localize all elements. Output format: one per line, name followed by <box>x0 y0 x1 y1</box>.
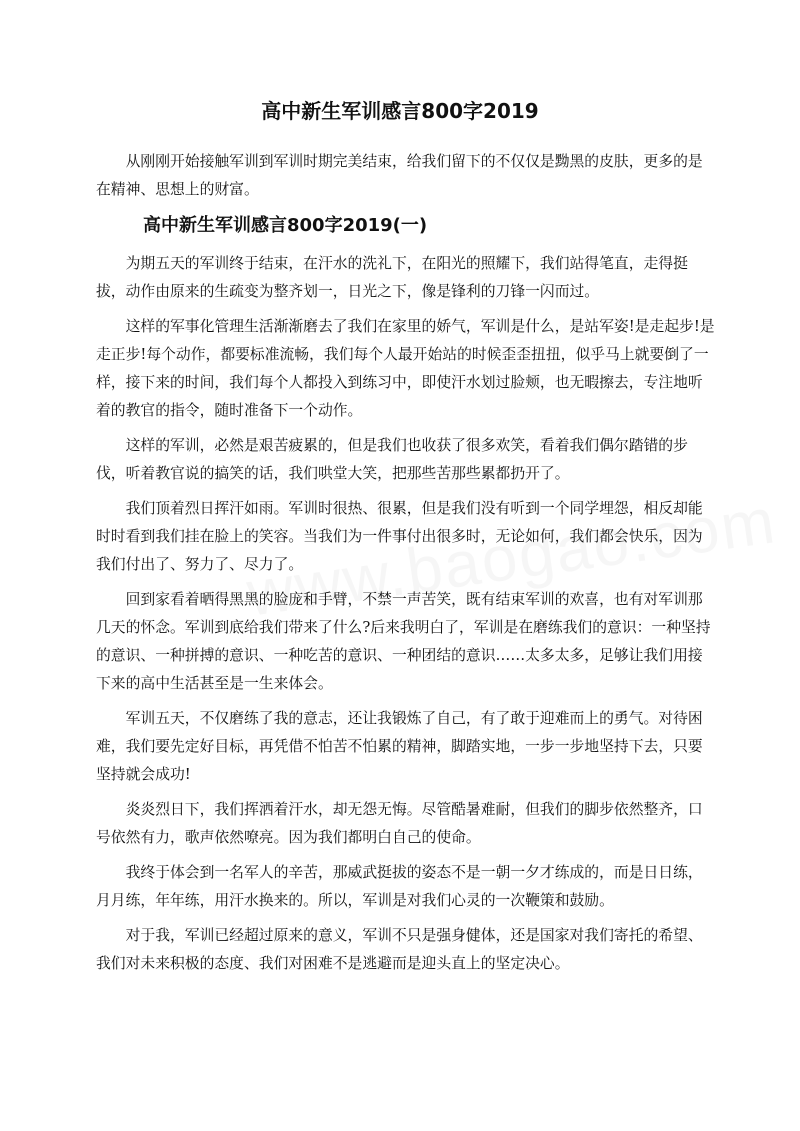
body-paragraph: 炎炎烈日下，我们挥洒着汗水，却无怨无悔。尽管酷暑难耐，但我们的脚步依然整齐，口号依然有力，歌声依然嘹亮。因为我们都明白自己的使命。 <box>96 801 703 846</box>
intro-paragraph: 从刚刚开始接触军训到军训时期完美结束，给我们留下的不仅仅是黝黑的皮肤，更多的是在精神、思想上的财富。 <box>96 153 703 198</box>
body-paragraph: 这样的军事化管理生活渐渐磨去了我们在家里的娇气，军训是什么，是站军姿!是走起步!是走正步!每个动作，都要标准流畅，我们每个人最开始站的时候歪歪扭扭，似乎马上就要倒了一样，接下来的时间，我们每个人都投入到练习中，即使汗水划过脸颊，也无暇擦去，专注地听着的教官的指令，随时准备下一个动作。 <box>96 318 715 419</box>
body-paragraph: 我们顶着烈日挥汗如雨。军训时很热、很累，但是我们没有听到一个同学埋怨，相反却能时时看到我们挂在脸上的笑容。当我们为一件事付出很多时，无论如何，我们都会快乐，因为我们付出了、努力了、尽力了。 <box>96 500 703 573</box>
document-title: 高中新生军训感言800字2019 <box>261 99 539 123</box>
document-body <box>96 250 716 985</box>
body-paragraph: 军训五天，不仅磨练了我的意志，还让我锻炼了自己，有了敢于迎难而上的勇气。对待困难，我们要先定好目标，再凭借不怕苦不怕累的精神，脚踏实地，一步一步地坚持下去，只要坚持就会成功! <box>96 710 703 783</box>
body-paragraph: 对于我，军训已经超过原来的意义，军训不只是强身健体，还是国家对我们寄托的希望、我们对未来积极的态度、我们对困难不是逃避而是迎头直上的坚定决心。 <box>96 927 703 972</box>
section-title: 高中新生军训感言800字2019(一) <box>143 215 428 236</box>
body-paragraph: 回到家看着晒得黑黑的脸庞和手臂，不禁一声苦笑，既有结束军训的欢喜，也有对军训那几天的怀念。军训到底给我们带来了什么?后来我明白了，军训是在磨练我们的意识：一种坚持的意识、一种拼搏的意识、一种吃苦的意识、一种团结的意识……太多太多，足够让我们用接下来的高中生活甚至是一生来体会。 <box>96 591 711 692</box>
body-paragraph: 这样的军训，必然是艰苦疲累的，但是我们也收获了很多欢笑，看着我们偶尔踏错的步伐，听着教官说的搞笑的话，我们哄堂大笑，把那些苦那些累都扔开了。 <box>96 437 688 482</box>
body-paragraph: 我终于体会到一名军人的辛苦，那威武挺拔的姿态不是一朝一夕才练成的，而是日日练，月月练，年年练，用汗水换来的。所以，军训是对我们心灵的一次鞭策和鼓励。 <box>96 864 703 909</box>
body-paragraph: 为期五天的军训终于结束，在汗水的洗礼下，在阳光的照耀下，我们站得笔直，走得挺拔，动作由原来的生疏变为整齐划一，日光之下，像是锋利的刀锋一闪而过。 <box>96 255 688 300</box>
